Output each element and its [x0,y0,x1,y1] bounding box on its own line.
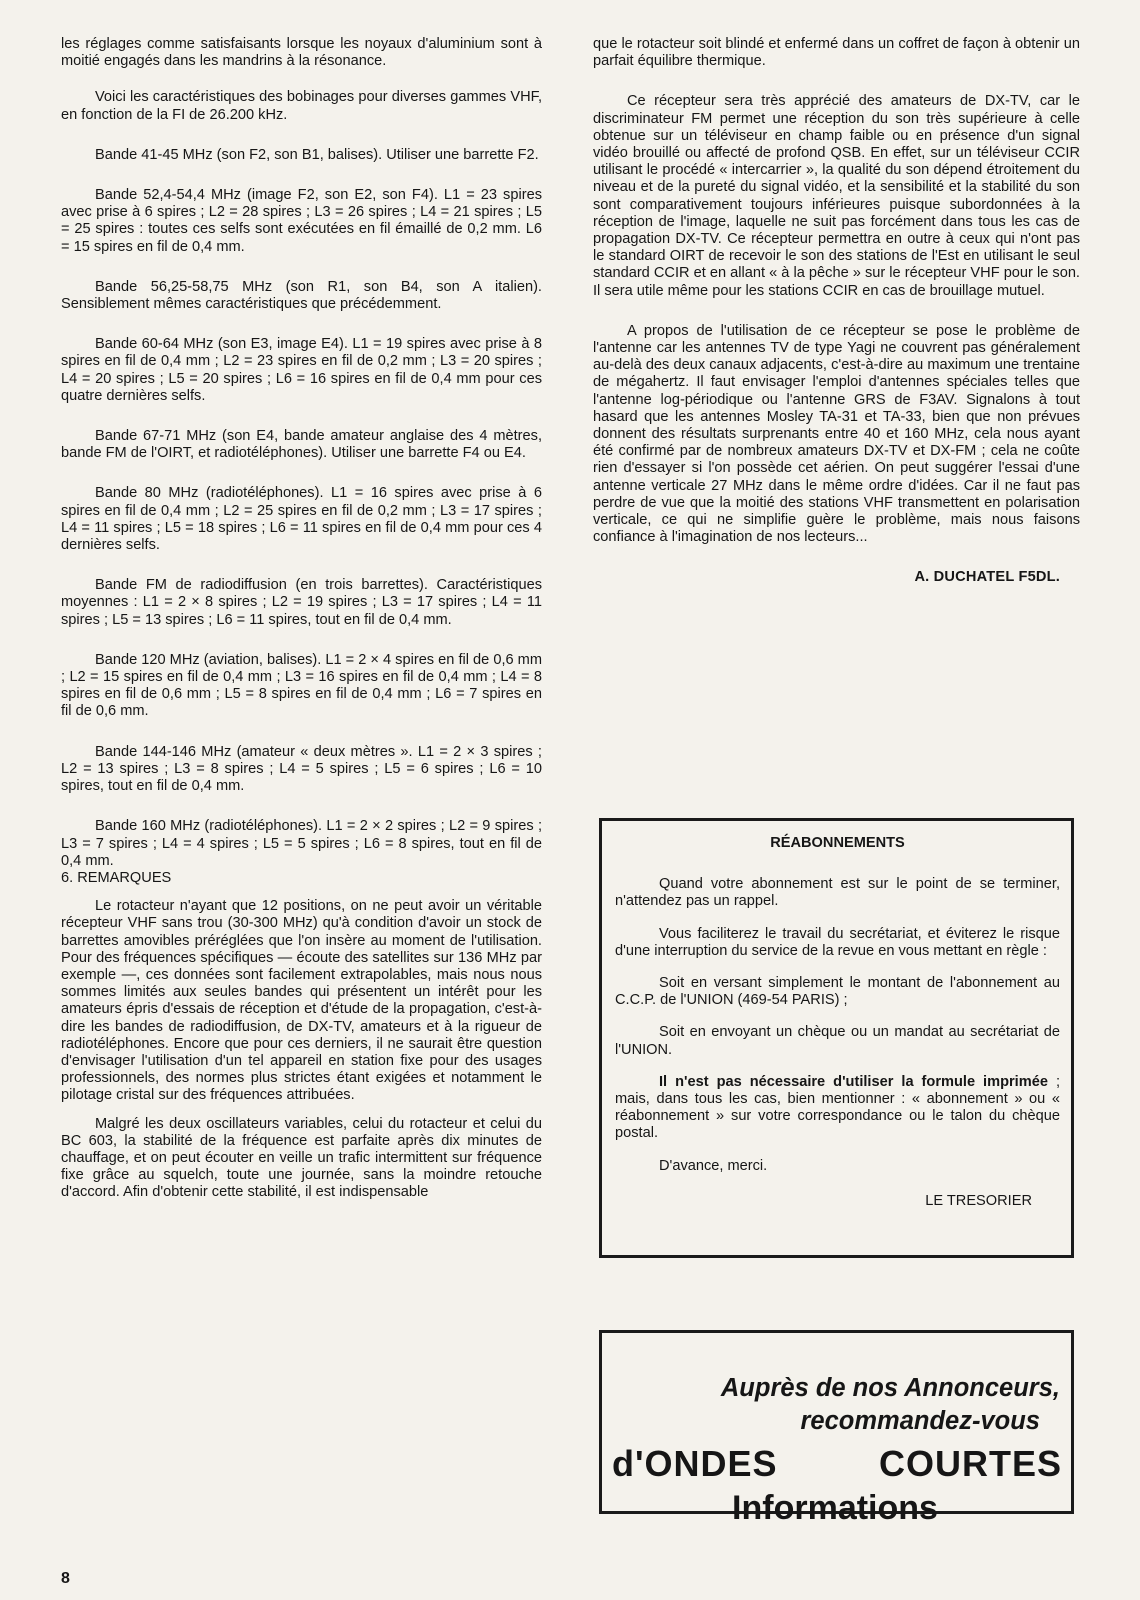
box-note [615,1074,1060,1143]
paragraph: Ce récepteur sera très apprécié des amateurs de DX-TV, car le discriminateur FM permet une réception du son très supérieure à celle obtenue sur un téléviseur en champ faible ou en présence d'un signal vidéo brouillé ou affecté de profond QSB. En effet, sur un téléviseur CCIR utilisant le procédé « intercarrier », la qualité du son dépend étroitement du niveau et de la pureté du signal vidéo, et la sensibilité et la stabilité du son sont comparativement toujours inférieures puisque subordonnées à la réception de l'image, laquelle ne suit pas forcément dans tous les cas de propagation DX-TV. Ce récepteur permettra en outre à ceux qui n'ont pas le standard OIRT de recevoir le son des stations de l'Est en utilisant le seul standard CCIR et en allant « à la pêche » sur le récepteur VHF pour le son. Il sera utile même pour les stations CCIR en cas de brouillage mutuel. [593,93,1080,299]
advert-line-3 [612,1444,1062,1484]
advert-line-4: Informations [732,1489,938,1527]
paragraph: Bande FM de radiodiffusion (en trois barrettes). Caractéristiques moyennes : L1 = 2 × 8 spires ; L2 = 19 spires ; L3 = 17 spires ; L4 = 11 spires ; L5 = 13 spires ; L6 = 11 spires, tout en fil de 0,4 mm. [61,577,542,628]
box-paragraph: D'avance, merci. [659,1157,768,1174]
advert-word-1: d'ONDES [612,1443,778,1484]
right-column [593,36,1080,587]
paragraph: Malgré les deux oscillateurs variables, celui du rotacteur et celui du BC 603, la stabilité de la fréquence est parfaite après dix minutes de chauffage, et on peut écouter en veille un trafic intermittent sur fréquence fixe grâce au squelch, toute une journée, sans la moindre retouche d'accord. Afin d'obtenir cette stabilité, il est indispensable [61,1115,542,1201]
box-title: RÉABONNEMENTS [770,835,905,851]
advert-line-1: Auprès de nos Annonceurs, [720,1374,1060,1402]
paragraph: Bande 41-45 MHz (son F2, son B1, balises). Utiliser une barrette F2. [95,146,539,163]
box-paragraph: Quand votre abonnement est sur le point de se terminer, n'attendez pas un rappel. [615,876,1060,910]
paragraph: Bande 56,25-58,75 MHz (son R1, son B4, son A italien). Sensiblement mêmes caractéristiques que précédemment. [61,278,542,313]
paragraph: Bande 52,4-54,4 MHz (image F2, son E2, son F4). L1 = 23 spires avec prise à 6 spires ; L2 = 28 spires ; L3 = 26 spires ; L4 = 21 spires ; L5 = 25 spires : toutes ces selfs sont exécutées en fil émaillé de 0,2 mm. L6 = 15 spires en fil de 0,4 mm. [61,187,542,255]
advert-word-2: COURTES [878,1443,1062,1484]
left-column [61,36,542,1202]
box-paragraph: Soit en versant simplement le montant de l'abonnement au C.C.P. de l'UNION (469-54 PARIS) ; [615,975,1060,1009]
paragraph: Bande 144-146 MHz (amateur « deux mètres ». L1 = 2 × 3 spires ; L2 = 13 spires ; L3 = 8 spires ; L4 = 5 spires ; L5 = 6 spires ; L6 = 10 spires, tout en fil de 0,4 mm. [61,743,542,795]
paragraph: Bande 80 MHz (radiotéléphones). L1 = 16 spires avec prise à 6 spires en fil de 0,4 mm ; L2 = 25 spires en fil de 0,2 mm ; L3 = 17 spires ; L4 = 11 spires ; L5 = 18 spires ; L6 = 11 spires en fil de 0,4 mm pour ces 4 dernières selfs. [61,485,542,554]
section-heading: 6. REMARQUES [61,869,172,886]
paragraph: les réglages comme satisfaisants lorsque les noyaux d'aluminium sont à moitié engagés dans les mandrins à la résonance. [61,36,542,70]
paragraph: Bande 120 MHz (aviation, balises). L1 = 2 × 4 spires en fil de 0,6 mm ; L2 = 15 spires en fil de 0,4 mm ; L3 = 16 spires en fil de 0,4 mm ; L4 = 8 spires en fil de 0,6 mm ; L5 = 8 spires en fil de 0,4 mm ; L6 = 7 spires en fil de 0,6 mm. [61,651,542,720]
advert-line-2: recommandez-vous [800,1407,1040,1435]
paragraph: Voici les caractéristiques des bobinages pour diverses gammes VHF, en fonction de la FI de 26.200 kHz. [61,89,542,123]
box-note-bold: Il n'est pas nécessaire d'utiliser la formule imprimée [659,1073,1048,1090]
reabonnements-content [615,835,1060,1210]
paragraph: Bande 60-64 MHz (son E3, image E4). L1 = 19 spires avec prise à 8 spires en fil de 0,4 mm ; L2 = 23 spires en fil de 0,2 mm ; L3 = 20 spires ; L4 = 20 spires ; L5 = 20 spires ; L6 = 16 spires en fil de 0,4 mm pour ces quatre dernières selfs. [61,336,542,404]
paragraph: A propos de l'utilisation de ce récepteur se pose le problème de l'antenne car les antennes TV de type Yagi ne couvrent pas généralement au-delà des deux canaux adjacents, c'est-à-dire au maximum une trentaine de mégahertz. Il faut envisager l'emploi d'antennes spéciales telles que l'antenne log-périodique ou l'antenne GRS de F3AV. Signalons à tout hasard que les antennes Mosley TA-31 et TA-33, bien que non prévues donnent des résultats surprenants entre 40 et 160 MHz, cela nous ayant été confirmé par de nombreux amateurs DX-TV et DX-FM ; cela ne coûte rien d'essayer si l'on possède cet aérien. On peut suggérer l'essai d'une antenne verticale 27 MHz dans le même ordre d'idées. Car il ne faut pas perdre de vue que la moitié des stations VHF transmettent en polarisation verticale, ce qui ne simplifie guère le problème, mais nous faisons confiance à l'imagination de nos lecteurs... [593,322,1080,546]
paragraph: Bande 160 MHz (radiotéléphones). L1 = 2 × 2 spires ; L2 = 9 spires ; L3 = 7 spires ; L4 = 4 spires ; L5 = 5 spires ; L6 = 8 spires, tout en fil de 0,4 mm. [61,818,542,869]
author-signature: A. DUCHATEL F5DL. [914,569,1060,586]
paragraph: que le rotacteur soit blindé et enfermé dans un coffret de façon à obtenir un parfait équilibre thermique. [593,36,1080,70]
treasurer-signature: LE TRESORIER [925,1192,1032,1209]
box-paragraph: Vous faciliterez le travail du secrétariat, et éviterez le risque d'une interruption du service de la revue en vous mettant en règle : [615,925,1060,959]
paragraph: Le rotacteur n'ayant que 12 positions, on ne peut avoir un véritable récepteur VHF sans trou (30-300 MHz) qu'à condition d'avoir un stock de barrettes amovibles préréglées que l'on insère au moment de l'utilisation. Pour des fréquences spécifiques — écoute des satellites sur 136 MHz par exemple —, ces données sont facilement extrapolables, mais nous nous sommes limités aux seules bandes qui présentent un intérêt pour les amateurs épris d'essais de réception et d'étude de la propagation, c'est-à-dire les bandes de radiodiffusion, de DX-TV, amateurs et à la rigueur de radiotéléphones. Encore que pour ces derniers, il ne saurait être question d'envisager l'utilisation d'un tel appareil en station fixe pour des usages professionnels, des normes plus strictes étant exigées et notamment le pilotage cristal sur des fréquences attribuées. [61,898,542,1104]
page-number: 8 [61,1570,70,1587]
box-paragraph: Soit en envoyant un chèque ou un mandat au secrétariat de l'UNION. [615,1024,1060,1058]
paragraph: Bande 67-71 MHz (son E4, bande amateur anglaise des 4 mètres, bande FM de l'OIRT, et radiotéléphones). Utiliser une barrette F4 ou E4. [61,428,542,462]
box-note-rest: ; mais, dans tous les cas, bien mentionner : « abonnement » ou « réabonnement » sur votre correspondance ou le talon du chèque postal. [615,1073,1060,1142]
